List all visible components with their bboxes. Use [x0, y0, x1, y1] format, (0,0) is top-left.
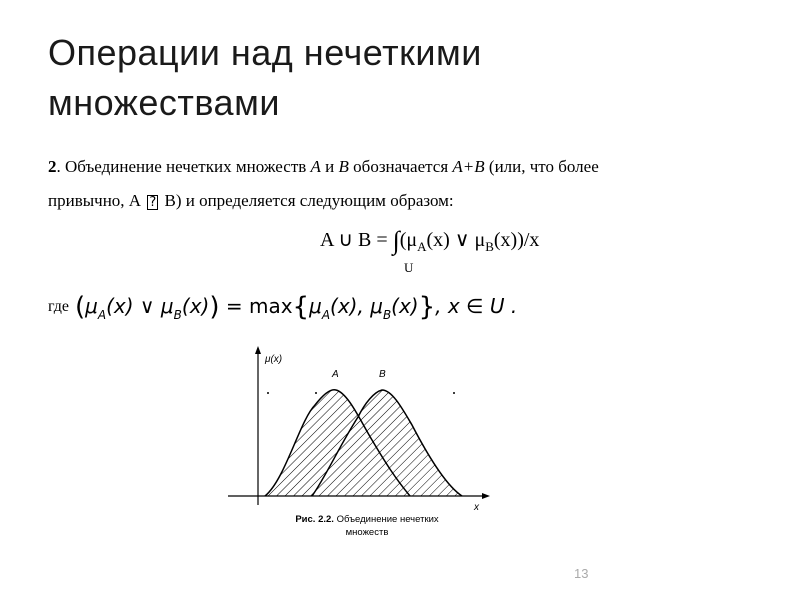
- set-b-symbol: B: [338, 157, 349, 176]
- formula2-mu-3: μ: [309, 294, 322, 318]
- formula1-close: (x)): [493, 229, 524, 251]
- para-text-2: и: [320, 157, 339, 176]
- formula1-lhs: A ∪ B =: [320, 229, 393, 251]
- sum-symbol: A+B: [452, 157, 485, 176]
- formula2-sub-b-2: B: [382, 308, 392, 322]
- y-axis-label: μ(x): [265, 354, 283, 365]
- curve-a-label: A: [332, 369, 339, 380]
- formula2-mu-4: μ: [370, 294, 383, 318]
- formula1-div: /x: [523, 229, 540, 251]
- missing-glyph-box: ?: [149, 195, 157, 210]
- caption-line-2: множеств: [345, 527, 389, 538]
- formula2-mu-2: μ: [160, 294, 174, 318]
- where-label: где: [48, 298, 70, 315]
- para-text-3: обозначается: [348, 157, 453, 176]
- para-text-1: . Объединение нечетких множеств: [56, 157, 311, 176]
- formula2-lbrace: {: [292, 292, 310, 322]
- formula2-x-2: (x): [181, 294, 210, 318]
- page-number: 13: [574, 566, 589, 581]
- y-axis-arrow: [255, 346, 261, 354]
- curve-b-label: B: [379, 369, 386, 380]
- title-line-1: Операции над нечеткими: [48, 32, 482, 73]
- level-dot-left: [267, 392, 269, 394]
- formula2-x-3: (x),: [330, 294, 371, 318]
- formula2-x-1: (x) ∨: [106, 294, 161, 318]
- formula2-tail: , x ∈ U .: [435, 294, 518, 318]
- formula1-sub-b: B: [485, 239, 494, 254]
- formula1-mu-a: (μ: [399, 229, 418, 251]
- caption-text: Объединение нечетких: [333, 514, 439, 525]
- item-number: 2: [48, 157, 57, 176]
- para-text-4: (или, что более: [484, 157, 599, 176]
- figure-caption: [262, 513, 472, 539]
- integral-domain: U: [404, 260, 414, 275]
- formula1-sub-a: A: [417, 239, 427, 254]
- formula2-sub-a-1: A: [97, 308, 107, 322]
- level-dot-right: [453, 392, 455, 394]
- x-axis-arrow: [482, 493, 490, 499]
- formula2-lparen: (: [75, 292, 86, 322]
- formula2-rparen: ): [209, 292, 220, 322]
- level-dot-mid: [315, 392, 317, 394]
- set-a-symbol: A: [310, 157, 321, 176]
- integral-sign: ∫: [392, 226, 400, 255]
- formula2-mu-1: μ: [85, 294, 98, 318]
- formula2-rbrace: }: [418, 292, 436, 322]
- caption-number: Рис. 2.2.: [295, 514, 334, 525]
- x-axis-label: x: [474, 502, 479, 513]
- para-text-5: привычно, А: [48, 191, 146, 210]
- para-text-6: В) и определяется следующим образом:: [160, 191, 454, 210]
- formula2-x-4: (x): [391, 294, 419, 318]
- formula2-sub-b-1: B: [173, 308, 182, 322]
- formula2-sub-a-2: A: [321, 308, 331, 322]
- formula1-mid: (x) ∨ μ: [426, 229, 486, 251]
- formula2-eq-max: = max: [219, 294, 293, 318]
- title-line-2: множествами: [48, 82, 280, 123]
